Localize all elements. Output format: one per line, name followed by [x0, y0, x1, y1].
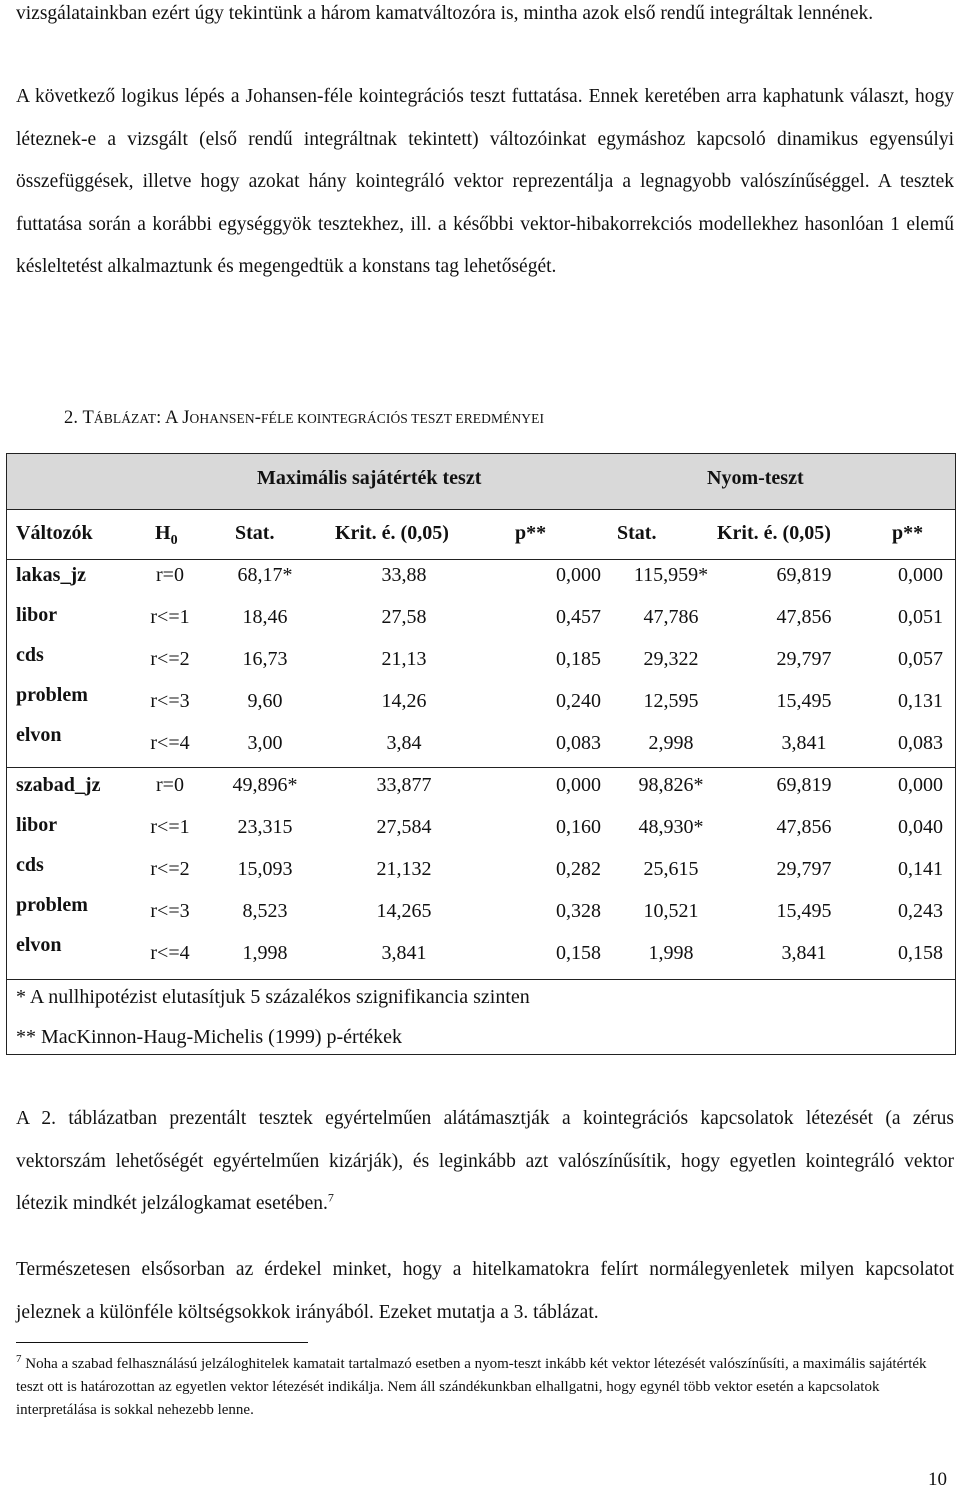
cell-stat-eigen: 9,60	[247, 690, 283, 712]
cell-crit-eigen: 21,132	[376, 858, 432, 880]
caption-part-7: FÉLE KOINTEGRÁCIÓS TESZT EREDMÉNYEI	[260, 411, 545, 426]
cell-crit-trace: 29,797	[776, 858, 832, 880]
cell-h0: r<=2	[150, 648, 190, 670]
table-caption	[64, 408, 544, 429]
cell-p-trace: 0,243	[898, 900, 943, 922]
cell-crit-eigen: 3,841	[381, 942, 427, 964]
caption-part-1: T	[82, 408, 94, 428]
cell-p-eigen: 0,158	[556, 942, 601, 964]
header-crit-trace: Krit. é. (0,05)	[717, 522, 831, 544]
cell-p-trace: 0,158	[898, 942, 943, 964]
footnote-number: 7	[16, 1353, 22, 1365]
header-h0-subscript: 0	[170, 533, 178, 548]
cell-variable: cds	[16, 854, 44, 876]
cell-crit-eigen: 33,88	[381, 564, 427, 586]
cell-crit-trace: 47,856	[776, 606, 832, 628]
cell-stat-eigen: 68,17*	[237, 564, 293, 586]
footnote-text: Noha a szabad felhasználású jelzáloghitelek kamatait tartalmazó esetben a nyom-teszt inkább két vektor létezését valószínűsíti, a maximális sajátérték teszt ott is határozottan az egyetlen vektor létezését indikálja. Nem áll szándékunkban elhallgatni, hogy egynél több vektor esetén a kapcsolatok interpretálása is sokkal nehezebb lenne.	[16, 1356, 927, 1418]
cell-variable: libor	[16, 814, 58, 836]
cell-h0: r=0	[156, 774, 184, 796]
cell-variable: elvon	[16, 724, 62, 746]
caption-part-6: -	[254, 408, 261, 428]
caption-number: 2.	[64, 408, 79, 428]
cell-p-trace: 0,000	[898, 564, 943, 586]
cell-crit-eigen: 21,13	[381, 648, 427, 670]
notes-divider	[7, 979, 955, 980]
cell-crit-eigen: 27,58	[381, 606, 427, 628]
cell-p-eigen: 0,000	[556, 564, 601, 586]
paragraph-top: vizsgálatainkban ezért úgy tekintünk a három kamatváltozóra is, mintha azok első rendű integráltak lennének.	[16, 3, 874, 24]
header-divider	[7, 559, 955, 560]
trace-test-label: Nyom-teszt	[707, 467, 804, 489]
cell-stat-eigen: 3,00	[247, 732, 283, 754]
cell-stat-eigen: 15,093	[237, 858, 293, 880]
max-eigenvalue-test-label: Maximális sajátérték teszt	[257, 467, 482, 489]
caption-part-3: : A	[156, 408, 183, 428]
cell-p-eigen: 0,083	[556, 732, 601, 754]
cell-crit-eigen: 14,265	[376, 900, 432, 922]
cell-stat-eigen: 23,315	[237, 816, 293, 838]
cell-p-eigen: 0,240	[556, 690, 601, 712]
cell-stat-eigen: 1,998	[242, 942, 288, 964]
cell-crit-trace: 29,797	[776, 648, 832, 670]
cell-variable: cds	[16, 644, 44, 666]
header-variables: Változók	[16, 522, 93, 544]
page-number: 10	[928, 1469, 947, 1490]
caption-part-5: OHANSEN	[189, 411, 255, 426]
cell-crit-eigen: 3,84	[386, 732, 422, 754]
cell-variable: lakas_jz	[16, 564, 86, 586]
header-crit-eigen: Krit. é. (0,05)	[335, 522, 449, 544]
cell-h0: r<=3	[150, 900, 190, 922]
cell-stat-eigen: 16,73	[242, 648, 288, 670]
header-h0	[155, 522, 178, 548]
paragraph-after-table-text: A 2. táblázatban prezentált tesztek egyértelműen alátámasztják a kointegrációs kapcsolatok létezését (a zérus vektorszám lehetőségét egyértelműen kizárják), és leginkább azt valószínűsítik, hogy egyetlen kointegráló vektor létezik mindkét jelzálogkamat esetében.	[16, 1108, 954, 1214]
cell-stat-trace: 115,959*	[633, 564, 709, 586]
cell-crit-trace: 15,495	[776, 690, 832, 712]
cell-p-trace: 0,083	[898, 732, 943, 754]
cell-stat-trace: 48,930*	[638, 816, 704, 838]
paragraph-johansen-intro: A következő logikus lépés a Johansen-féle kointegrációs teszt futtatása. Ennek keretében arra kaphatunk választ, hogy léteznek-e a vizsgált (első rendű integráltnak tekintett) változóinkat egymáshoz kapcsoló dinamikus egyensúlyi összefüggések, illetve hogy azokat hány kointegráló vektor reprezentálja a legnagyobb valószínűséggel. A tesztek futtatása során a korábbi egységgyök tesztekhez, ill. a későbbi vektor-hibakorrekciós modellekhez hasonlóan 1 elemű késleltetést alkalmaztunk és megengedtük a konstans tag lehetőségét.	[16, 86, 954, 277]
table-note-significance: * A nullhipotézist elutasítjuk 5 százalékos szignifikancia szinten	[16, 986, 530, 1008]
cell-stat-eigen: 18,46	[242, 606, 288, 628]
cell-p-eigen: 0,160	[556, 816, 601, 838]
cell-stat-trace: 1,998	[648, 942, 694, 964]
group-divider	[7, 767, 955, 768]
cell-p-eigen: 0,282	[556, 858, 601, 880]
cell-crit-trace: 3,841	[781, 942, 827, 964]
cell-crit-eigen: 33,877	[376, 774, 432, 796]
cell-p-trace: 0,141	[898, 858, 943, 880]
paragraph-normal-equations: Természetesen elsősorban az érdekel minket, hogy a hitelkamatokra felírt normálegyenletek milyen kapcsolatot jeleznek a különféle költségsokkok irányából. Ezeket mutatja a 3. táblázat.	[16, 1259, 954, 1323]
footnote-rule	[16, 1342, 308, 1343]
cell-variable: problem	[16, 894, 88, 916]
cell-variable: problem	[16, 684, 88, 706]
cell-p-trace: 0,131	[898, 690, 943, 712]
cell-h0: r<=3	[150, 690, 190, 712]
cell-crit-eigen: 27,584	[376, 816, 432, 838]
cell-variable: elvon	[16, 934, 62, 956]
table-header-band	[7, 454, 955, 510]
header-h0-letter: H	[155, 522, 171, 544]
cell-crit-trace: 47,856	[776, 816, 832, 838]
johansen-results-table	[6, 453, 956, 1055]
header-stat-trace: Stat.	[617, 522, 657, 544]
cell-h0: r<=1	[150, 816, 190, 838]
cell-h0: r<=4	[150, 732, 190, 754]
header-p-trace: p**	[892, 522, 924, 544]
cell-stat-eigen: 8,523	[242, 900, 288, 922]
cell-h0: r=0	[156, 564, 184, 586]
cell-p-eigen: 0,457	[556, 606, 601, 628]
cell-stat-trace: 29,322	[643, 648, 699, 670]
cell-crit-trace: 15,495	[776, 900, 832, 922]
cell-variable: libor	[16, 604, 58, 626]
cell-crit-trace: 69,819	[776, 564, 832, 586]
cell-p-eigen: 0,000	[556, 774, 601, 796]
paragraph-after-table	[16, 1098, 954, 1226]
cell-p-trace: 0,040	[898, 816, 943, 838]
cell-p-trace: 0,000	[898, 774, 943, 796]
cell-crit-eigen: 14,26	[381, 690, 427, 712]
caption-part-4: J	[182, 408, 190, 428]
cell-crit-trace: 69,819	[776, 774, 832, 796]
footnote-ref-7[interactable]: 7	[327, 1190, 334, 1205]
footnote	[16, 1353, 951, 1422]
cell-stat-trace: 12,595	[643, 690, 699, 712]
cell-stat-trace: 98,826*	[638, 774, 704, 796]
table-note-pvalues: ** MacKinnon-Haug-Michelis (1999) p-értékek	[16, 1026, 402, 1048]
cell-stat-trace: 47,786	[643, 606, 699, 628]
header-p-eigen: p**	[515, 522, 547, 544]
cell-stat-eigen: 49,896*	[232, 774, 298, 796]
cell-h0: r<=1	[150, 606, 190, 628]
cell-p-eigen: 0,185	[556, 648, 601, 670]
cell-stat-trace: 10,521	[643, 900, 699, 922]
cell-crit-trace: 3,841	[781, 732, 827, 754]
cell-stat-trace: 25,615	[643, 858, 699, 880]
caption-part-2: ÁBLÁZAT	[93, 411, 157, 426]
header-stat-eigen: Stat.	[235, 522, 275, 544]
cell-stat-trace: 2,998	[648, 732, 694, 754]
cell-variable: szabad_jz	[16, 774, 101, 796]
cell-h0: r<=4	[150, 942, 190, 964]
cell-p-trace: 0,051	[898, 606, 943, 628]
cell-p-trace: 0,057	[898, 648, 943, 670]
cell-h0: r<=2	[150, 858, 190, 880]
cell-p-eigen: 0,328	[556, 900, 601, 922]
